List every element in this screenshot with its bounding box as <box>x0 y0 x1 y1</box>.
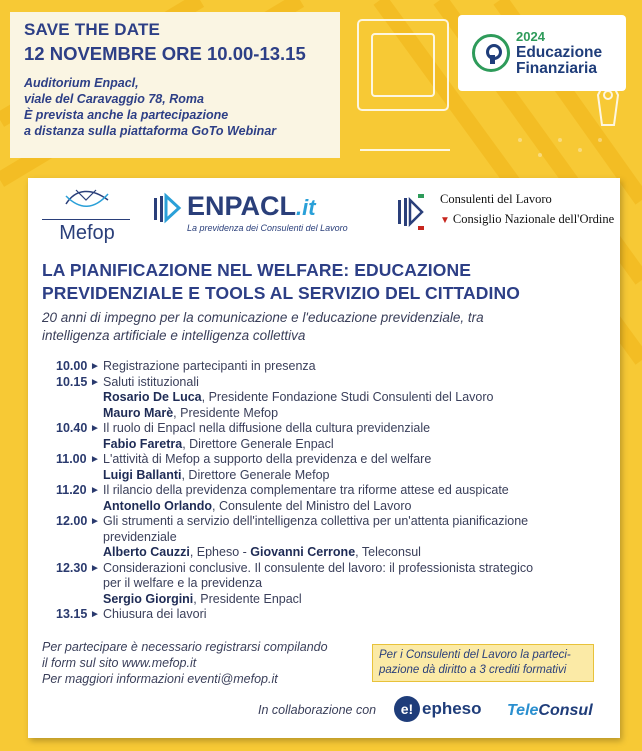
footer-line: Per maggiori informazioni eventi@mefop.it <box>42 672 278 686</box>
agenda-text: L'attività di Mefop a supporto della previdenza e del welfare <box>103 452 432 466</box>
agenda-text: Il ruolo di Enpacl nella diffusione della cultura previdenziale <box>103 421 431 435</box>
speaker-role: , Presidente Mefop <box>173 405 279 420</box>
teleconsul-part: Consul <box>538 702 593 719</box>
consulenti-lavoro-logo <box>396 192 620 240</box>
badge-line1: Educazione <box>516 44 603 61</box>
agenda-continuation <box>56 530 616 546</box>
speaker-role: , Direttore Generale Mefop <box>181 467 330 482</box>
agenda-time: 12.00 <box>56 514 88 528</box>
speaker-role: , Presidente Enpacl <box>193 591 302 606</box>
subtitle-line: intelligenza artificiale e intelligenza collettiva <box>42 328 306 343</box>
arrow-icon: ► <box>90 376 100 388</box>
agenda-speaker <box>56 437 616 453</box>
agenda-text: Considerazioni conclusive. Il consulente del lavoro: il professionista strategico <box>103 560 534 575</box>
arrow-icon: ► <box>90 562 100 574</box>
enpacl-suffix: .it <box>296 195 316 220</box>
save-the-date-label: SAVE THE DATE <box>24 20 161 39</box>
agenda-text: Chiusura dei lavori <box>103 607 207 621</box>
credits-line: pazione dà diritto a 3 crediti formativi <box>379 664 567 676</box>
badge-year: 2024 <box>516 29 545 44</box>
lock-icon <box>472 34 510 72</box>
speaker-name: Mauro Marè <box>103 405 174 420</box>
speaker-role: , Presidente Fondazione Studi Consulenti del Lavoro <box>201 390 494 404</box>
footer-line: Per partecipare è necessario registrarsi compilando <box>42 640 328 654</box>
speaker-name: Fabio Faretra <box>103 436 183 451</box>
agenda-item <box>56 561 616 577</box>
agenda-speaker <box>56 468 616 484</box>
epheso-name: epheso <box>422 699 482 718</box>
agenda-text: Il rilancio della previdenza complementare tra riforme attese ed auspicate <box>103 483 509 497</box>
arrow-icon: ► <box>90 423 100 434</box>
enpacl-mark-icon <box>152 192 182 224</box>
agenda-item <box>56 421 616 437</box>
agenda-time: 13.15 <box>56 607 88 621</box>
enpacl-logo <box>152 192 392 240</box>
save-the-date-box <box>10 12 340 158</box>
agenda-text: previdenziale <box>103 529 177 544</box>
arrow-icon: ► <box>90 485 100 496</box>
agenda-text: Gli strumenti a servizio dell'intelligenza collettiva per un'attenta pianificazione <box>103 514 529 528</box>
teleconsul-logo <box>507 702 593 720</box>
agenda-list <box>56 359 616 623</box>
title-line: PREVIDENZIALE E TOOLS AL SERVIZIO DEL CITTADINO <box>42 283 520 303</box>
collaboration-label: In collaborazione con <box>258 703 377 717</box>
mefop-mark-icon <box>62 186 112 212</box>
subtitle-line: 20 anni di impegno per la comunicazione e l'educazione previdenziale, tra <box>42 310 484 325</box>
event-subtitle <box>42 309 602 345</box>
cdl-line2: Consiglio Nazionale dell'Ordine <box>452 212 615 226</box>
speaker-name: Antonello Orlando <box>103 498 213 513</box>
enpacl-name: ENPACL <box>187 191 297 221</box>
address-line: Auditorium Enpacl, <box>24 76 139 90</box>
event-card <box>28 178 620 738</box>
agenda-item <box>56 514 616 530</box>
speaker-role: , Teleconsul <box>355 545 421 559</box>
arrow-icon: ► <box>90 609 100 620</box>
event-address <box>24 75 326 139</box>
speaker-name: Luigi Ballanti <box>103 467 182 482</box>
agenda-item <box>56 375 616 391</box>
agenda-time: 10.00 <box>56 359 88 373</box>
enpacl-tagline: La previdenza dei Consulenti del Lavoro <box>187 223 348 233</box>
credits-line: Per i Consulenti del Lavoro la parteci- <box>379 649 571 661</box>
agenda-text: Saluti istituzionali <box>103 374 199 389</box>
speaker-role: , Direttore Generale Enpacl <box>182 436 334 451</box>
agenda-text: per il welfare e la previdenza <box>103 576 263 590</box>
event-date-time: 12 NOVEMBRE ORE 10.00-13.15 <box>24 43 306 64</box>
epheso-mark: e! <box>394 696 420 722</box>
mefop-name: Mefop <box>59 222 115 244</box>
agenda-item <box>56 607 616 623</box>
agenda-speaker <box>56 499 616 515</box>
speaker-name: Alberto Cauzzi <box>103 545 190 559</box>
agenda-time: 11.00 <box>56 452 87 466</box>
triangle-icon: ▼ <box>440 215 450 226</box>
arrow-icon: ► <box>90 454 100 465</box>
agenda-item <box>56 359 616 375</box>
cdl-line1: Consulenti del Lavoro <box>440 192 552 206</box>
teleconsul-part: Tele <box>507 702 539 719</box>
agenda-time: 11.20 <box>56 483 87 497</box>
agenda-time: 10.15 <box>56 374 88 389</box>
speaker-role: , Epheso - <box>189 545 251 559</box>
agenda-speaker <box>56 545 616 561</box>
agenda-item <box>56 452 616 468</box>
agenda-continuation <box>56 576 616 592</box>
event-title <box>42 259 602 305</box>
agenda-speaker <box>56 390 616 406</box>
speaker-name: Sergio Giorgini <box>103 591 194 606</box>
registration-info <box>42 639 342 687</box>
footer-line: il form sul sito www.mefop.it <box>42 656 197 670</box>
address-line: viale del Caravaggio 78, Roma <box>24 92 204 106</box>
agenda-speaker <box>56 406 616 422</box>
mefop-logo <box>42 186 132 244</box>
agenda-time: 12.30 <box>56 560 88 575</box>
epheso-logo <box>394 696 482 722</box>
cdl-mark-icon <box>396 192 426 232</box>
speaker-name: Rosario De Luca <box>103 390 202 404</box>
credits-note <box>372 644 594 682</box>
address-line: È prevista anche la partecipazione <box>24 108 229 122</box>
agenda-speaker <box>56 592 616 608</box>
agenda-time: 10.40 <box>56 421 88 435</box>
title-line: LA PIANIFICAZIONE NEL WELFARE: EDUCAZIONE <box>42 260 471 280</box>
speaker-role: , Consulente del Ministro del Lavoro <box>212 498 412 513</box>
address-line: a distanza sulla piattaforma GoTo Webinar <box>24 124 277 138</box>
arrow-icon: ► <box>90 516 100 527</box>
agenda-item <box>56 483 616 499</box>
speaker-name: Giovanni Cerrone <box>250 545 356 559</box>
badge-line2: Finanziaria <box>516 60 597 77</box>
educazione-finanziaria-logo <box>458 15 626 91</box>
arrow-icon: ► <box>90 361 100 372</box>
agenda-text: Registrazione partecipanti in presenza <box>103 359 316 373</box>
